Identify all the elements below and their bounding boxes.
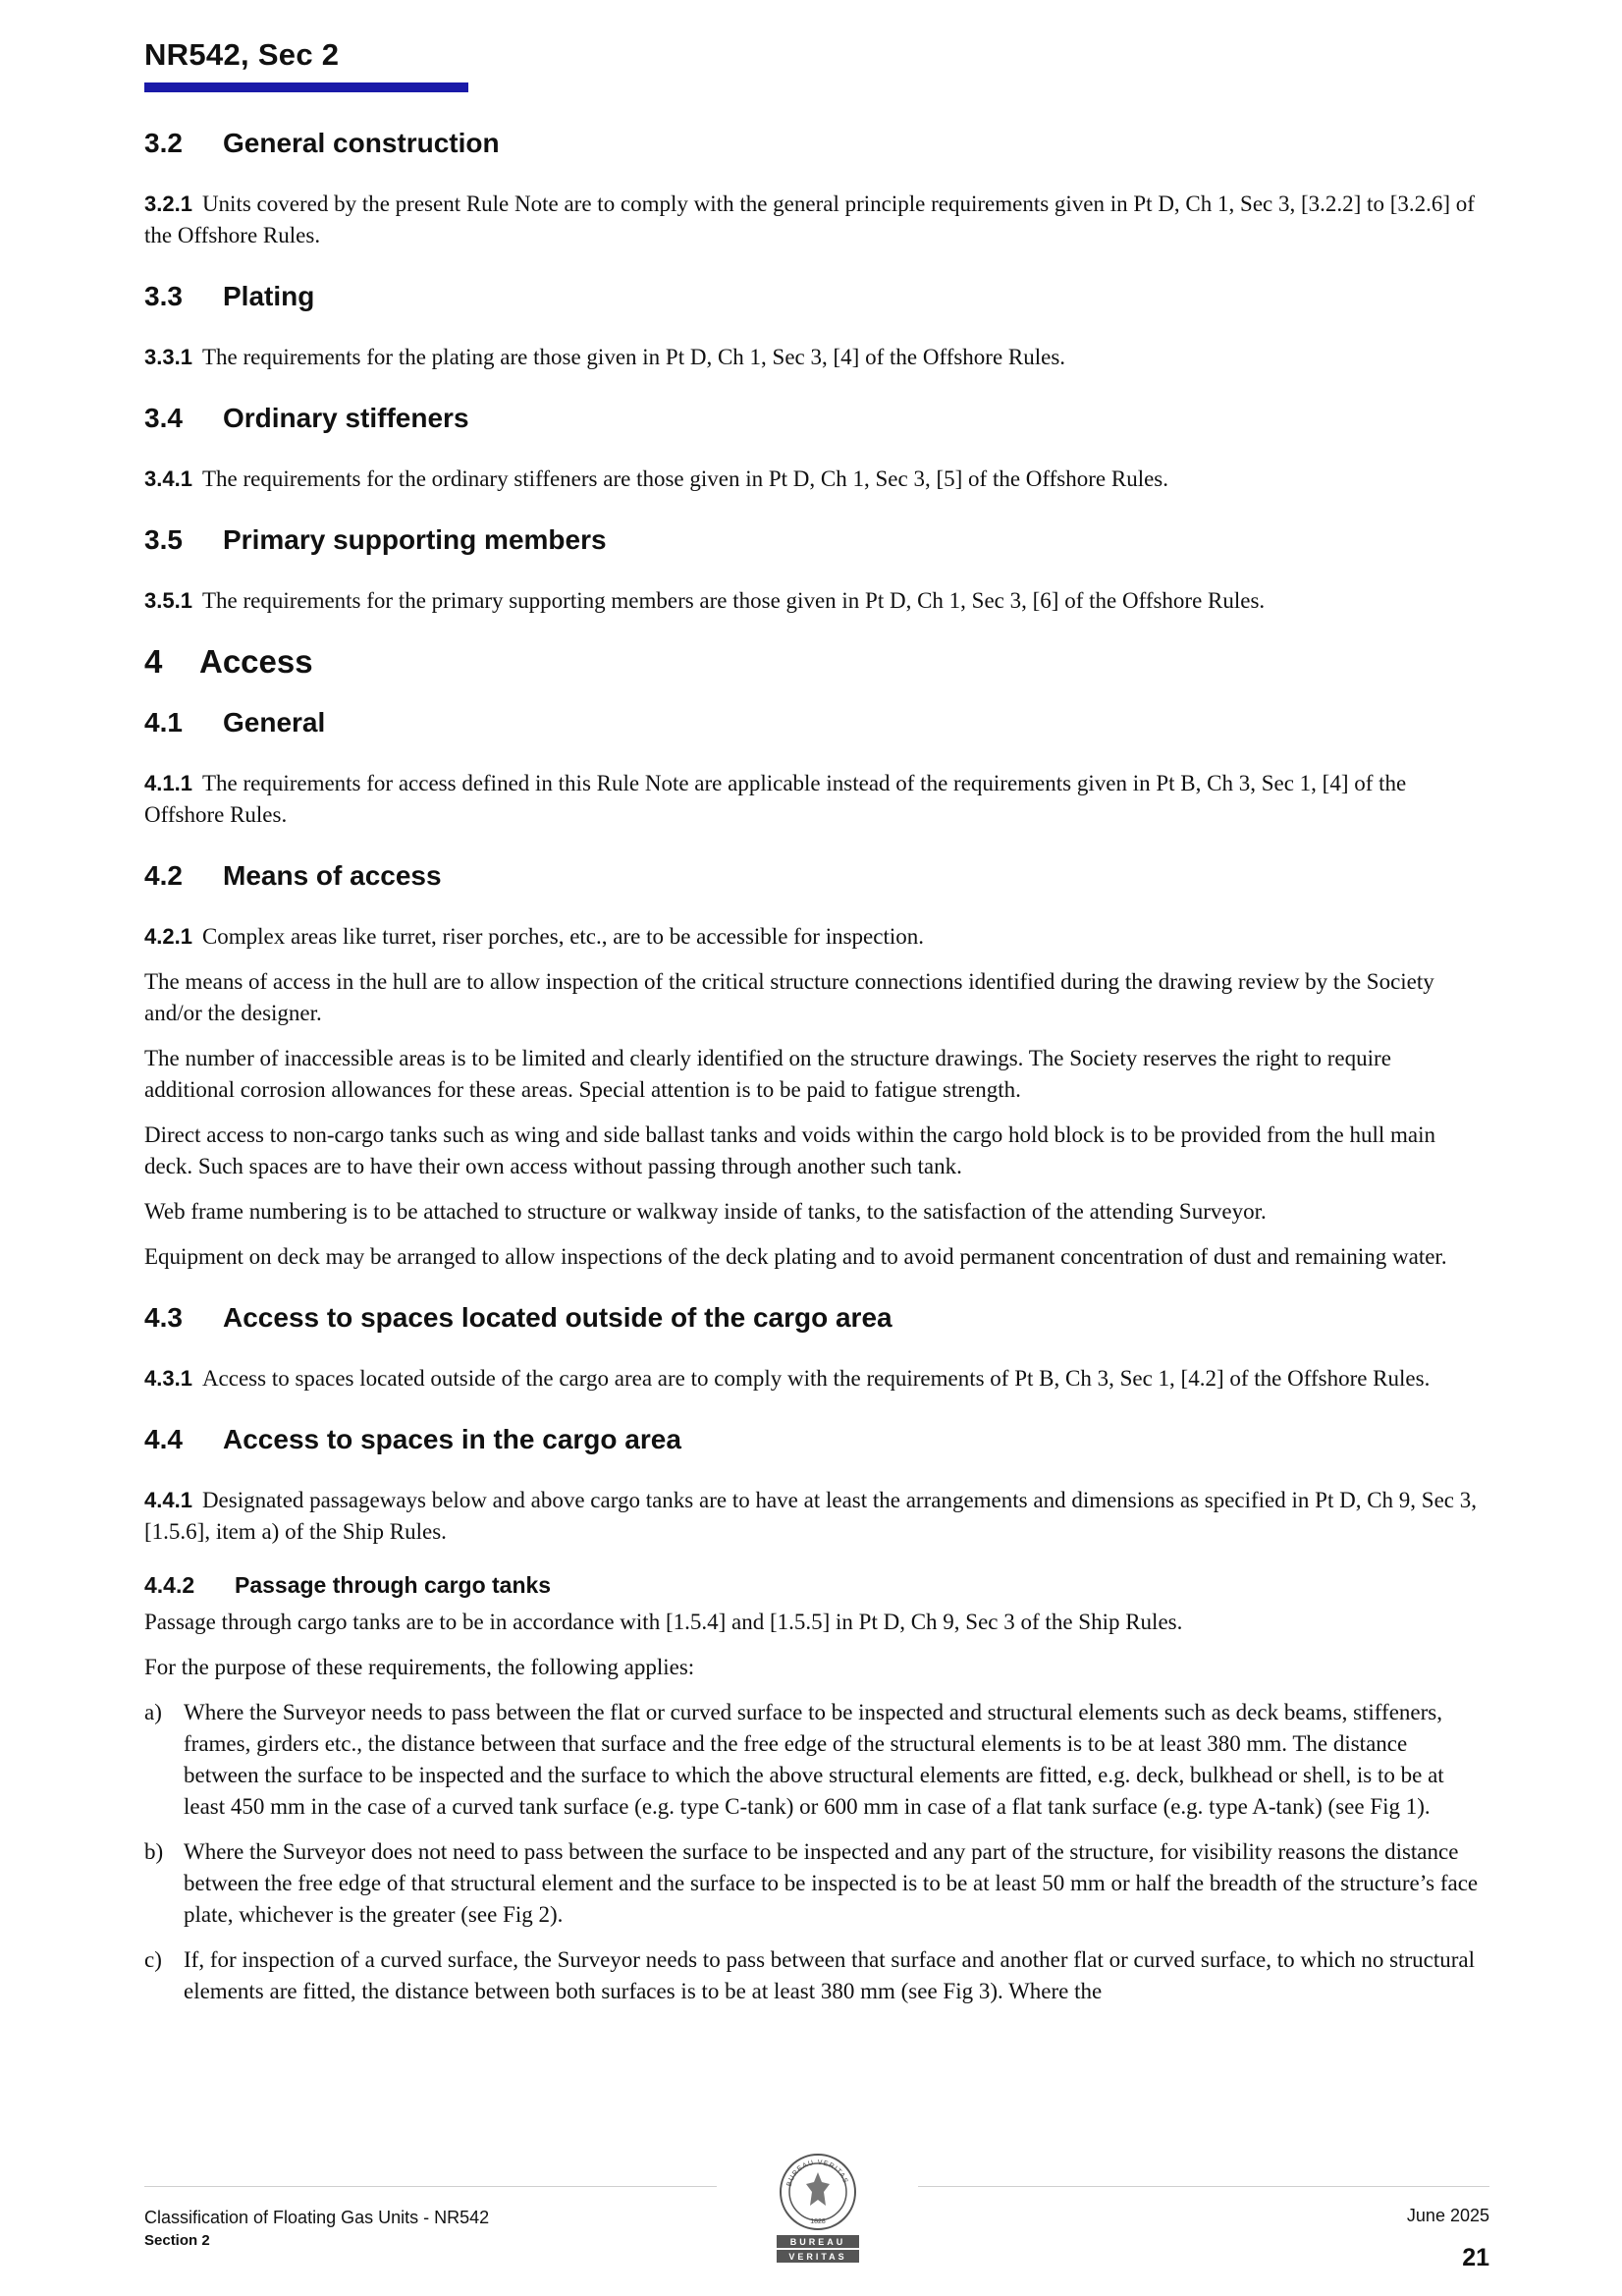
footer-divider-right: [918, 2186, 1489, 2187]
page-number: 21: [1462, 2244, 1489, 2271]
paragraph-text: For the purpose of these requirements, the following applies:: [144, 1655, 695, 1679]
section-number: 4.1: [144, 707, 183, 738]
paragraph-text: The requirements for the plating are those given in Pt D, Ch 1, Sec 3, [4] of the Offshore Rules.: [201, 345, 1066, 369]
footer-date: June 2025: [1406, 2206, 1489, 2225]
list-item-b: [144, 1836, 1487, 1931]
section-title: General construction: [223, 128, 500, 158]
subsection-title: Passage through cargo tanks: [235, 1572, 552, 1598]
section-number: 3.2: [144, 128, 183, 158]
paragraph-3-2-1: [144, 189, 1487, 251]
paragraph-text: Access to spaces located outside of the cargo area are to comply with the requirements of Pt B, Ch 3, Sec 1, [4.2] of the Offshore Rules.: [201, 1366, 1431, 1391]
section-title: Plating: [223, 281, 315, 311]
paragraph-3-5-1: [144, 585, 1487, 617]
section-heading-3-3: [144, 281, 1487, 312]
paragraph-text: The number of inaccessible areas is to be limited and clearly identified on the structure drawings. The Society reserves the right to require additional corrosion allowances for these areas. Special attention is to be paid to fatigue strength.: [144, 1046, 1391, 1102]
footer-document-title: Classification of Floating Gas Units - NR542: [144, 2208, 490, 2227]
section-number: 3.3: [144, 281, 183, 311]
list-item-text: Where the Surveyor does not need to pass between the surface to be inspected and any part of the structure, for visibility reasons the distance between the free edge of that structural element and the surface to be inspected is to be at least 50 mm or half the breadth of the structure’s face plate, whichever is the greater (see Fig 2).: [184, 1839, 1479, 1927]
paragraph-4-3-1: [144, 1363, 1487, 1394]
paragraph-text: The means of access in the hull are to allow inspection of the critical structure connections identified during the drawing review by the Society and/or the designer.: [144, 969, 1434, 1025]
section-heading-3-2: [144, 128, 1487, 159]
logo-word-1: BUREAU: [789, 2237, 846, 2247]
subsection-number: 4.4.2: [144, 1572, 195, 1598]
section-number: 4.3: [144, 1302, 183, 1333]
paragraph-number: 3.5.1: [144, 588, 192, 613]
paragraph-text: Direct access to non-cargo tanks such as wing and side ballast tanks and voids within the cargo hold block is to be provided from the hull main deck. Such spaces are to have their own access without passing through another such tank.: [144, 1122, 1435, 1178]
section-heading-4-1: [144, 707, 1487, 738]
section-title: Means of access: [223, 860, 442, 891]
list-marker: b): [144, 1839, 164, 1864]
section-number: 3.5: [144, 524, 183, 555]
footer-section-label: Section 2: [144, 2232, 210, 2249]
section-title: Primary supporting members: [223, 524, 607, 555]
paragraph-number: 4.3.1: [144, 1366, 192, 1391]
paragraph-text: The requirements for the ordinary stiffeners are those given in Pt D, Ch 1, Sec 3, [5] of the Offshore Rules.: [201, 466, 1169, 491]
paragraph-4-4-1: [144, 1485, 1487, 1548]
section-heading-4-2: [144, 860, 1487, 892]
logo-word-2: VERITAS: [788, 2252, 847, 2262]
chapter-number: 4: [144, 643, 163, 680]
paragraph-text: Designated passageways below and above cargo tanks are to have at least the arrangements and dimensions as specified in Pt D, Ch 9, Sec 3, [1.5.6], item a) of the Ship Rules.: [144, 1488, 1477, 1544]
list-item-text: If, for inspection of a curved surface, the Surveyor needs to pass between that surface and another flat or curved surface, to which no structural elements are fitted, the distance between both surfaces is to be at least 380 mm (see Fig 3). Where the: [184, 1947, 1475, 2003]
paragraph-4-1-1: [144, 768, 1487, 831]
paragraph-number: 3.4.1: [144, 466, 192, 491]
page-header-title: NR542, Sec 2: [144, 37, 340, 72]
chapter-heading-4: [144, 643, 1487, 680]
header-accent-bar: [144, 82, 468, 92]
paragraph-3-4-1: [144, 464, 1487, 495]
document-body: [144, 128, 1487, 2021]
paragraph-3-3-1: [144, 342, 1487, 373]
bureau-veritas-logo-icon: [769, 2151, 867, 2269]
section-heading-3-5: [144, 524, 1487, 556]
section-number: 3.4: [144, 403, 183, 433]
paragraph-text: Passage through cargo tanks are to be in accordance with [1.5.4] and [1.5.5] in Pt D, Ch 9, Sec 3 of the Ship Rules.: [144, 1610, 1183, 1634]
paragraph-number: 4.4.1: [144, 1488, 192, 1512]
paragraph-text: Complex areas like turret, riser porches, etc., are to be accessible for inspection.: [201, 924, 925, 949]
footer-divider-left: [144, 2186, 717, 2187]
paragraph-text: The requirements for access defined in this Rule Note are applicable instead of the requirements given in Pt B, Ch 3, Sec 1, [4] of the Offshore Rules.: [144, 771, 1407, 827]
list-item-text: Where the Surveyor needs to pass between the flat or curved surface to be inspected and structural elements such as deck beams, stiffeners, frames, girders etc., the distance between that surface and the free edge of the structural elements is to be at least 380 mm. The distance between the surface to be inspected and the surface to which the above structural elements are fitted, e.g. deck, bulkhead or shell, is to be at least 450 mm in the case of a curved tank surface (e.g. type C-tank) or 600 mm in case of a flat tank surface (e.g. type A-tank) (see Fig 1).: [184, 1700, 1444, 1819]
logo-ring-text: BUREAU VERITAS: [785, 2159, 849, 2188]
list-marker: c): [144, 1947, 162, 1972]
section-title: Access to spaces in the cargo area: [223, 1424, 681, 1454]
section-heading-3-4: [144, 403, 1487, 434]
paragraph-text: The requirements for the primary supporting members are those given in Pt D, Ch 1, Sec 3, [6] of the Offshore Rules.: [201, 588, 1266, 613]
section-title: Ordinary stiffeners: [223, 403, 469, 433]
chapter-title: Access: [199, 643, 313, 680]
list-item-c: [144, 1944, 1487, 2007]
paragraph-number: 3.2.1: [144, 191, 192, 216]
paragraph-4-2-1: [144, 921, 1487, 953]
section-title: General: [223, 707, 326, 738]
section-heading-4-3: [144, 1302, 1487, 1334]
subsection-heading-4-4-2: [144, 1569, 1487, 1601]
paragraph-number: 3.3.1: [144, 345, 192, 369]
paragraph-text: Web frame numbering is to be attached to structure or walkway inside of tanks, to the satisfaction of the attending Surveyor.: [144, 1199, 1267, 1224]
logo-year: 1828: [810, 2218, 826, 2225]
paragraph-number: 4.2.1: [144, 924, 192, 949]
footer-document-info: [144, 2206, 489, 2253]
paragraph-text: Equipment on deck may be arranged to allow inspections of the deck plating and to avoid permanent concentration of dust and remaining water.: [144, 1244, 1447, 1269]
list-marker: a): [144, 1700, 162, 1724]
section-heading-4-4: [144, 1424, 1487, 1455]
paragraph-number: 4.1.1: [144, 771, 192, 795]
section-number: 4.2: [144, 860, 183, 891]
section-number: 4.4: [144, 1424, 183, 1454]
paragraph-text: Units covered by the present Rule Note are to comply with the general principle requirements given in Pt D, Ch 1, Sec 3, [3.2.2] to [3.2.6] of the Offshore Rules.: [144, 191, 1475, 247]
section-title: Access to spaces located outside of the cargo area: [223, 1302, 892, 1333]
list-item-a: [144, 1697, 1487, 1823]
